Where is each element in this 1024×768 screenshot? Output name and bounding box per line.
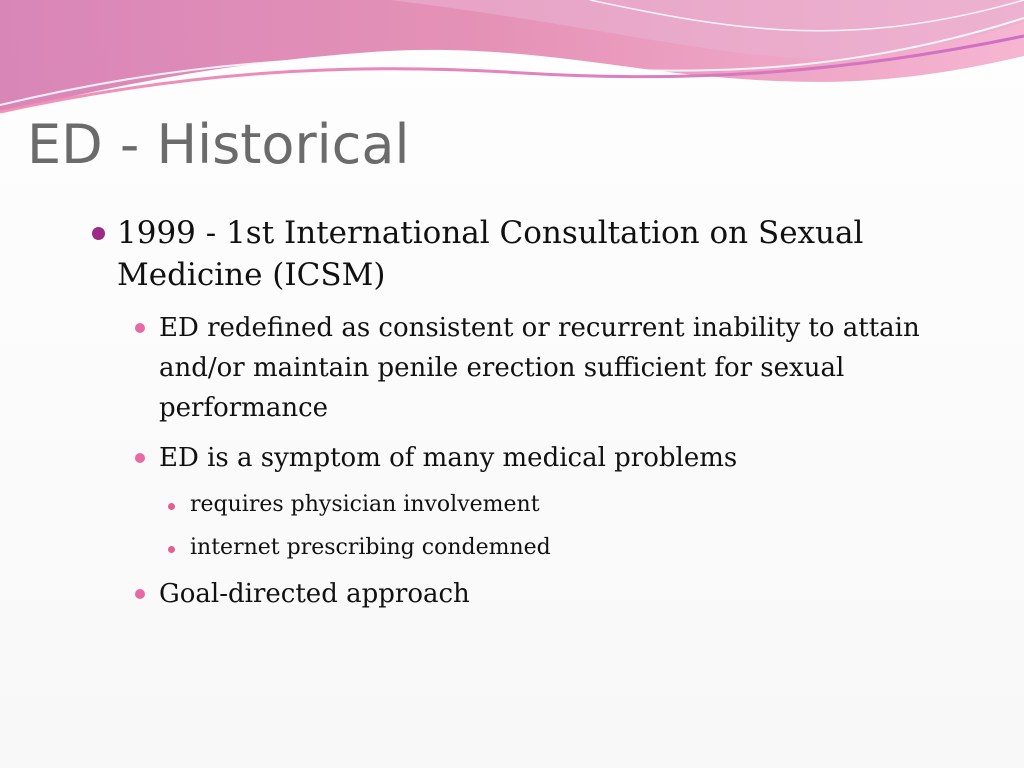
bullet-item-level-3	[190, 489, 890, 521]
bullet-dot-icon	[135, 323, 145, 333]
bullet-text: ED is a symptom of many medical problems	[159, 443, 738, 473]
bullet-dot-icon	[168, 546, 175, 553]
bullet-text: requires physician involvement	[190, 492, 540, 517]
bullet-dot-icon	[135, 453, 145, 463]
bullet-item-level-2	[159, 438, 949, 478]
slide-title: ED - Historical	[27, 113, 410, 176]
bullet-text: internet prescribing condemned	[190, 535, 551, 560]
bullet-dot-icon	[135, 589, 145, 599]
bullet-dot-icon	[168, 503, 175, 510]
bullet-dot-icon	[92, 227, 105, 240]
bullet-text: Goal-directed approach	[159, 579, 470, 609]
bullet-text: ED redefined as consistent or recurrent inability to attain and/or maintain penile erection sufficient for sexual performance	[159, 313, 920, 423]
bullet-text: 1999 - 1st International Consultation on Sexual Medicine (ICSM)	[117, 215, 864, 293]
bullet-item-level-3	[190, 532, 890, 564]
bullet-item-level-1	[117, 212, 877, 296]
bullet-item-level-2	[159, 574, 949, 614]
bullet-item-level-2	[159, 308, 949, 428]
